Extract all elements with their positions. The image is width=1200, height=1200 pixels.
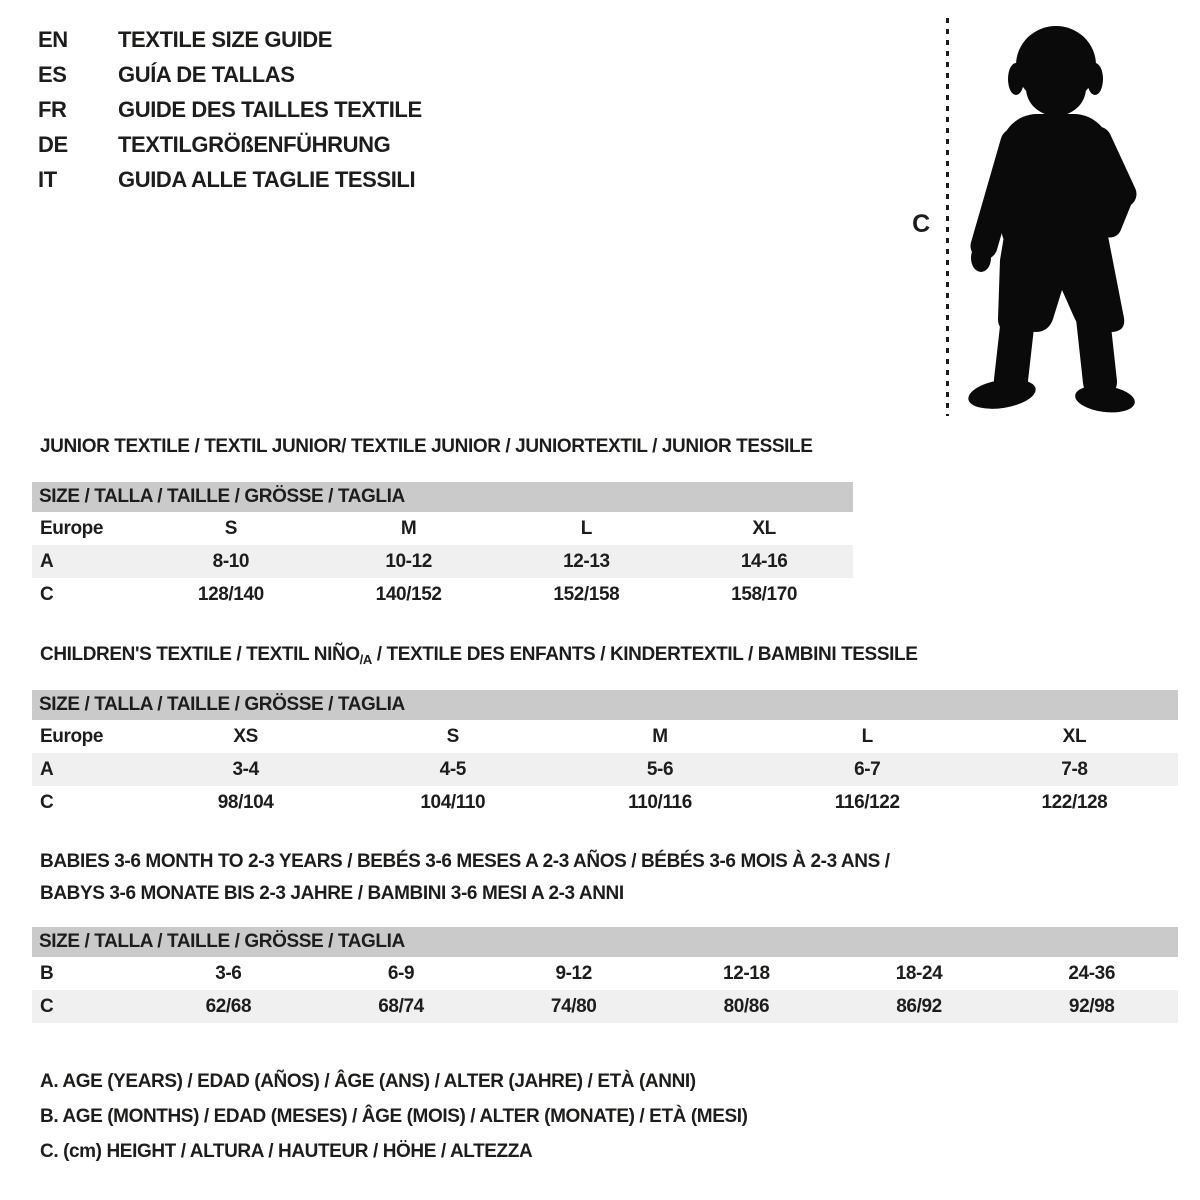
language-row (38, 162, 422, 197)
height-cell: 104/110 (420, 791, 486, 813)
language-label: GUIDE DES TAILLES TEXTILE (118, 96, 422, 122)
language-code: EN (38, 26, 68, 52)
age-cell: 3-6 (215, 962, 242, 984)
language-row (38, 22, 422, 57)
toddler-silhouette-icon (962, 20, 1147, 420)
size-cell: XL (752, 517, 776, 539)
language-row (38, 127, 422, 162)
children-title-prefix: CHILDREN'S TEXTILE / TEXTIL NIÑO (40, 644, 360, 665)
language-row (38, 92, 422, 127)
size-header-bar: SIZE / TALLA / TAILLE / GRÖSSE / TAGLIA (32, 690, 1178, 720)
legend-line-c: C. (cm) HEIGHT / ALTURA / HAUTEUR / HÖHE / ALTEZZA (40, 1141, 533, 1162)
babies-section-title-line1: BABIES 3-6 MONTH TO 2-3 YEARS / BEBÉS 3-6 MESES A 2-3 AÑOS / BÉBÉS 3-6 MOIS À 2-3 ANS / (40, 851, 890, 872)
row-label: Europe (40, 517, 104, 539)
height-cell: 128/140 (197, 583, 264, 605)
height-cell: 80/86 (723, 995, 770, 1017)
children-title-subscript: /A (359, 652, 372, 667)
row-label: B (40, 962, 54, 984)
measurement-legend (40, 1064, 748, 1169)
language-code: DE (38, 131, 68, 157)
size-header-bar: SIZE / TALLA / TAILLE / GRÖSSE / TAGLIA (32, 927, 1178, 957)
height-cell: 62/68 (205, 995, 252, 1017)
language-code: ES (38, 61, 67, 87)
height-cell: 122/128 (1041, 791, 1108, 813)
age-cell: 14-16 (740, 550, 788, 572)
size-cell: L (580, 517, 592, 539)
size-cell: M (400, 517, 417, 539)
age-cell: 9-12 (555, 962, 592, 984)
junior-section-title: JUNIOR TEXTILE / TEXTIL JUNIOR/ TEXTILE JUNIOR / JUNIORTEXTIL / JUNIOR TESSILE (40, 436, 813, 457)
size-cell: M (652, 725, 668, 747)
height-cell: 116/122 (834, 791, 900, 813)
height-measure-dashed-line (946, 18, 949, 416)
size-cell: XS (233, 725, 258, 747)
table-row (32, 753, 1178, 786)
language-label: TEXTILGRÖßENFÜHRUNG (118, 131, 391, 157)
children-title-suffix: / TEXTILE DES ENFANTS / KINDERTEXTIL / BAMBINI TESSILE (371, 644, 918, 665)
row-label: A (40, 758, 54, 780)
age-cell: 24-36 (1068, 962, 1115, 984)
row-label: A (40, 550, 54, 572)
age-cell: 10-12 (385, 550, 432, 572)
language-list (38, 22, 422, 197)
height-cell: 140/152 (375, 583, 442, 605)
table-row (32, 545, 853, 578)
table-row (32, 578, 853, 611)
language-code: IT (38, 166, 57, 192)
height-cell: 92/98 (1068, 995, 1115, 1017)
age-cell: 7-8 (1061, 758, 1088, 780)
row-label: C (40, 791, 54, 813)
height-measure-label: C (912, 210, 930, 238)
age-cell: 3-4 (232, 758, 259, 780)
table-row (32, 720, 1178, 753)
size-cell: L (861, 725, 873, 747)
row-label: Europe (40, 725, 104, 747)
age-cell: 12-18 (723, 962, 770, 984)
height-cell: 86/92 (896, 995, 942, 1017)
babies-section-title-line2: BABYS 3-6 MONATE BIS 2-3 JAHRE / BAMBINI 3-6 MESI A 2-3 ANNI (40, 883, 624, 904)
height-cell: 110/116 (628, 791, 692, 813)
language-label: GUIDA ALLE TAGLIE TESSILI (118, 166, 416, 192)
age-cell: 6-7 (854, 758, 881, 780)
row-label: C (40, 583, 54, 605)
age-cell: 6-9 (387, 962, 415, 984)
size-header-bar: SIZE / TALLA / TAILLE / GRÖSSE / TAGLIA (32, 482, 853, 512)
size-cell: S (446, 725, 459, 747)
language-label: GUÍA DE TALLAS (118, 61, 295, 87)
language-label: TEXTILE SIZE GUIDE (118, 26, 333, 52)
height-cell: 74/80 (550, 995, 597, 1017)
size-cell: S (224, 517, 238, 539)
junior-size-table (32, 482, 853, 611)
table-row (32, 957, 1178, 990)
table-row (32, 512, 853, 545)
table-row (32, 786, 1178, 819)
age-cell: 5-6 (646, 758, 674, 780)
height-cell: 152/158 (553, 583, 620, 605)
age-cell: 4-5 (439, 758, 466, 780)
height-cell: 98/104 (217, 791, 274, 813)
age-cell: 8-10 (212, 550, 250, 572)
height-cell: 68/74 (378, 995, 424, 1017)
row-label: C (40, 995, 54, 1017)
legend-line-b: B. AGE (MONTHS) / EDAD (MESES) / ÂGE (MOIS) / ALTER (MONATE) / ETÀ (MESI) (40, 1106, 748, 1127)
table-row (32, 990, 1178, 1023)
legend-line-a: A. AGE (YEARS) / EDAD (AÑOS) / ÂGE (ANS) / ALTER (JAHRE) / ETÀ (ANNI) (40, 1071, 696, 1092)
language-code: FR (38, 96, 67, 122)
height-cell: 158/170 (731, 583, 798, 605)
babies-size-table (32, 927, 1178, 1023)
size-cell: XL (1062, 725, 1087, 747)
language-row (38, 57, 422, 92)
age-cell: 18-24 (895, 962, 943, 984)
children-section-title (40, 644, 917, 667)
children-size-table (32, 690, 1178, 819)
toddler-silhouette (962, 20, 1147, 420)
age-cell: 12-13 (563, 550, 610, 572)
